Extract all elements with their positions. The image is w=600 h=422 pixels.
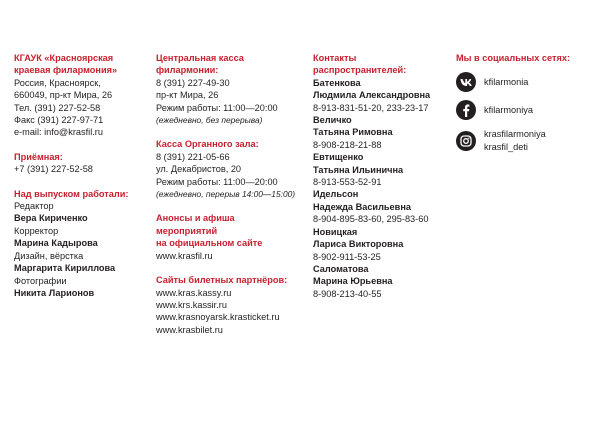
partners-title: Сайты билетных партнёров: [156, 275, 288, 286]
email[interactable]: e-mail: info@krasfil.ru [14, 127, 103, 138]
instagram-handles [484, 128, 546, 153]
contact-phone: 8-908-218-21-88 [313, 139, 382, 150]
contact-name: Марина Юрьевна [313, 276, 393, 287]
contact-name: Татьяна Ильинична [313, 164, 404, 175]
contact-surname: Батенкова [313, 77, 361, 88]
credit-name: Вера Кириченко [14, 213, 88, 224]
column-organization [14, 52, 149, 299]
contact-phone: 8-904-895-83-60, 295-83-60 [313, 214, 429, 225]
partner-link[interactable]: www.krs.kassir.ru [156, 299, 227, 310]
social-vk[interactable] [456, 72, 596, 92]
credit-role: Дизайн, вёрстка [14, 250, 84, 261]
announce-site-link[interactable]: www.krasfil.ru [156, 250, 213, 261]
reception-phone: +7 (391) 227-52-58 [14, 164, 93, 175]
instagram-handle[interactable]: krasfilarmoniya [484, 129, 546, 140]
organ-hall-note: (ежедневно, перерыв 14:00—15:00) [156, 189, 296, 200]
announce-title-line-2: мероприятий [156, 225, 218, 236]
credit-role: Корректор [14, 225, 59, 236]
partner-link[interactable]: www.krasnoyarsk.krasticket.ru [156, 312, 280, 323]
org-title-line-1: КГАУК «Красноярская [14, 53, 114, 63]
contact-name: Лариса Викторовна [313, 239, 404, 250]
contact-surname: Саломатова [313, 263, 369, 274]
vk-icon[interactable] [456, 72, 476, 92]
central-office-note: (ежедневно, без перерыва) [156, 115, 263, 126]
contact-phone: 8-913-831-51-20, 233-23-17 [313, 102, 429, 113]
central-office-hours: Режим работы: 11:00—20:00 [156, 102, 278, 113]
contact-surname: Евтищенко [313, 152, 364, 163]
reception-title: Приёмная: [14, 151, 63, 162]
column-box-offices [156, 52, 306, 336]
vk-handle[interactable]: kfilarmonia [484, 77, 529, 88]
contact-phone: 8-913-553-52-91 [313, 177, 382, 188]
address-line-2: 660049, пр-кт Мира, 26 [14, 90, 113, 101]
contact-surname: Величко [313, 115, 352, 126]
credit-name: Марина Кадырова [14, 238, 98, 249]
announce-title-line-3: на официальном сайте [156, 238, 263, 249]
address-line-1: Россия, Красноярск, [14, 77, 101, 88]
fax: Факс (391) 227-97-71 [14, 115, 104, 126]
contact-name: Надежда Васильевна [313, 201, 411, 212]
column-distributors [313, 52, 448, 300]
credit-name: Маргарита Кириллова [14, 263, 116, 274]
organ-hall-phone: 8 (391) 221-05-66 [156, 151, 230, 162]
column-social [456, 52, 596, 161]
social-facebook[interactable] [456, 100, 596, 120]
contact-name: Татьяна Римовна [313, 127, 393, 138]
central-office-phone: 8 (391) 227-49-30 [156, 77, 230, 88]
distributors-title-line-2: распространителей: [313, 65, 407, 76]
tel: Тел. (391) 227-52-58 [14, 102, 101, 113]
contact-surname: Идельсон [313, 189, 359, 200]
contact-name: Людмила Александровна [313, 90, 431, 101]
organ-hall-address: ул. Декабристов, 20 [156, 164, 242, 175]
facebook-handle[interactable]: kfilarmoniya [484, 105, 534, 116]
social-title: Мы в социальных сетях: [456, 53, 571, 63]
contact-phone: 8-902-911-53-25 [313, 251, 381, 262]
central-office-address: пр-кт Мира, 26 [156, 90, 219, 101]
central-office-title-line-1: Центральная касса [156, 53, 244, 63]
partner-link[interactable]: www.kras.kassy.ru [156, 287, 232, 298]
facebook-icon[interactable] [456, 100, 476, 120]
contact-surname: Новицкая [313, 226, 358, 237]
credit-name: Никита Ларионов [14, 287, 95, 298]
organ-hall-title: Касса Органного зала: [156, 139, 259, 150]
credit-role: Редактор [14, 201, 54, 212]
partner-link[interactable]: www.krasbilet.ru [156, 324, 223, 335]
org-title-line-2: краевая филармония» [14, 65, 118, 76]
social-instagram[interactable] [456, 128, 596, 153]
instagram-icon[interactable] [456, 131, 476, 151]
announce-title-line-1: Анонсы и афиша [156, 213, 235, 224]
organ-hall-hours: Режим работы: 11:00—20:00 [156, 176, 278, 187]
credits-title: Над выпуском работали: [14, 188, 129, 199]
credit-role: Фотографии [14, 275, 67, 286]
central-office-title-line-2: филармонии: [156, 65, 219, 76]
contact-phone: 8-908-213-40-55 [313, 288, 382, 299]
distributors-title-line-1: Контакты [313, 53, 357, 63]
instagram-handle[interactable]: krasfil_deti [484, 141, 528, 152]
